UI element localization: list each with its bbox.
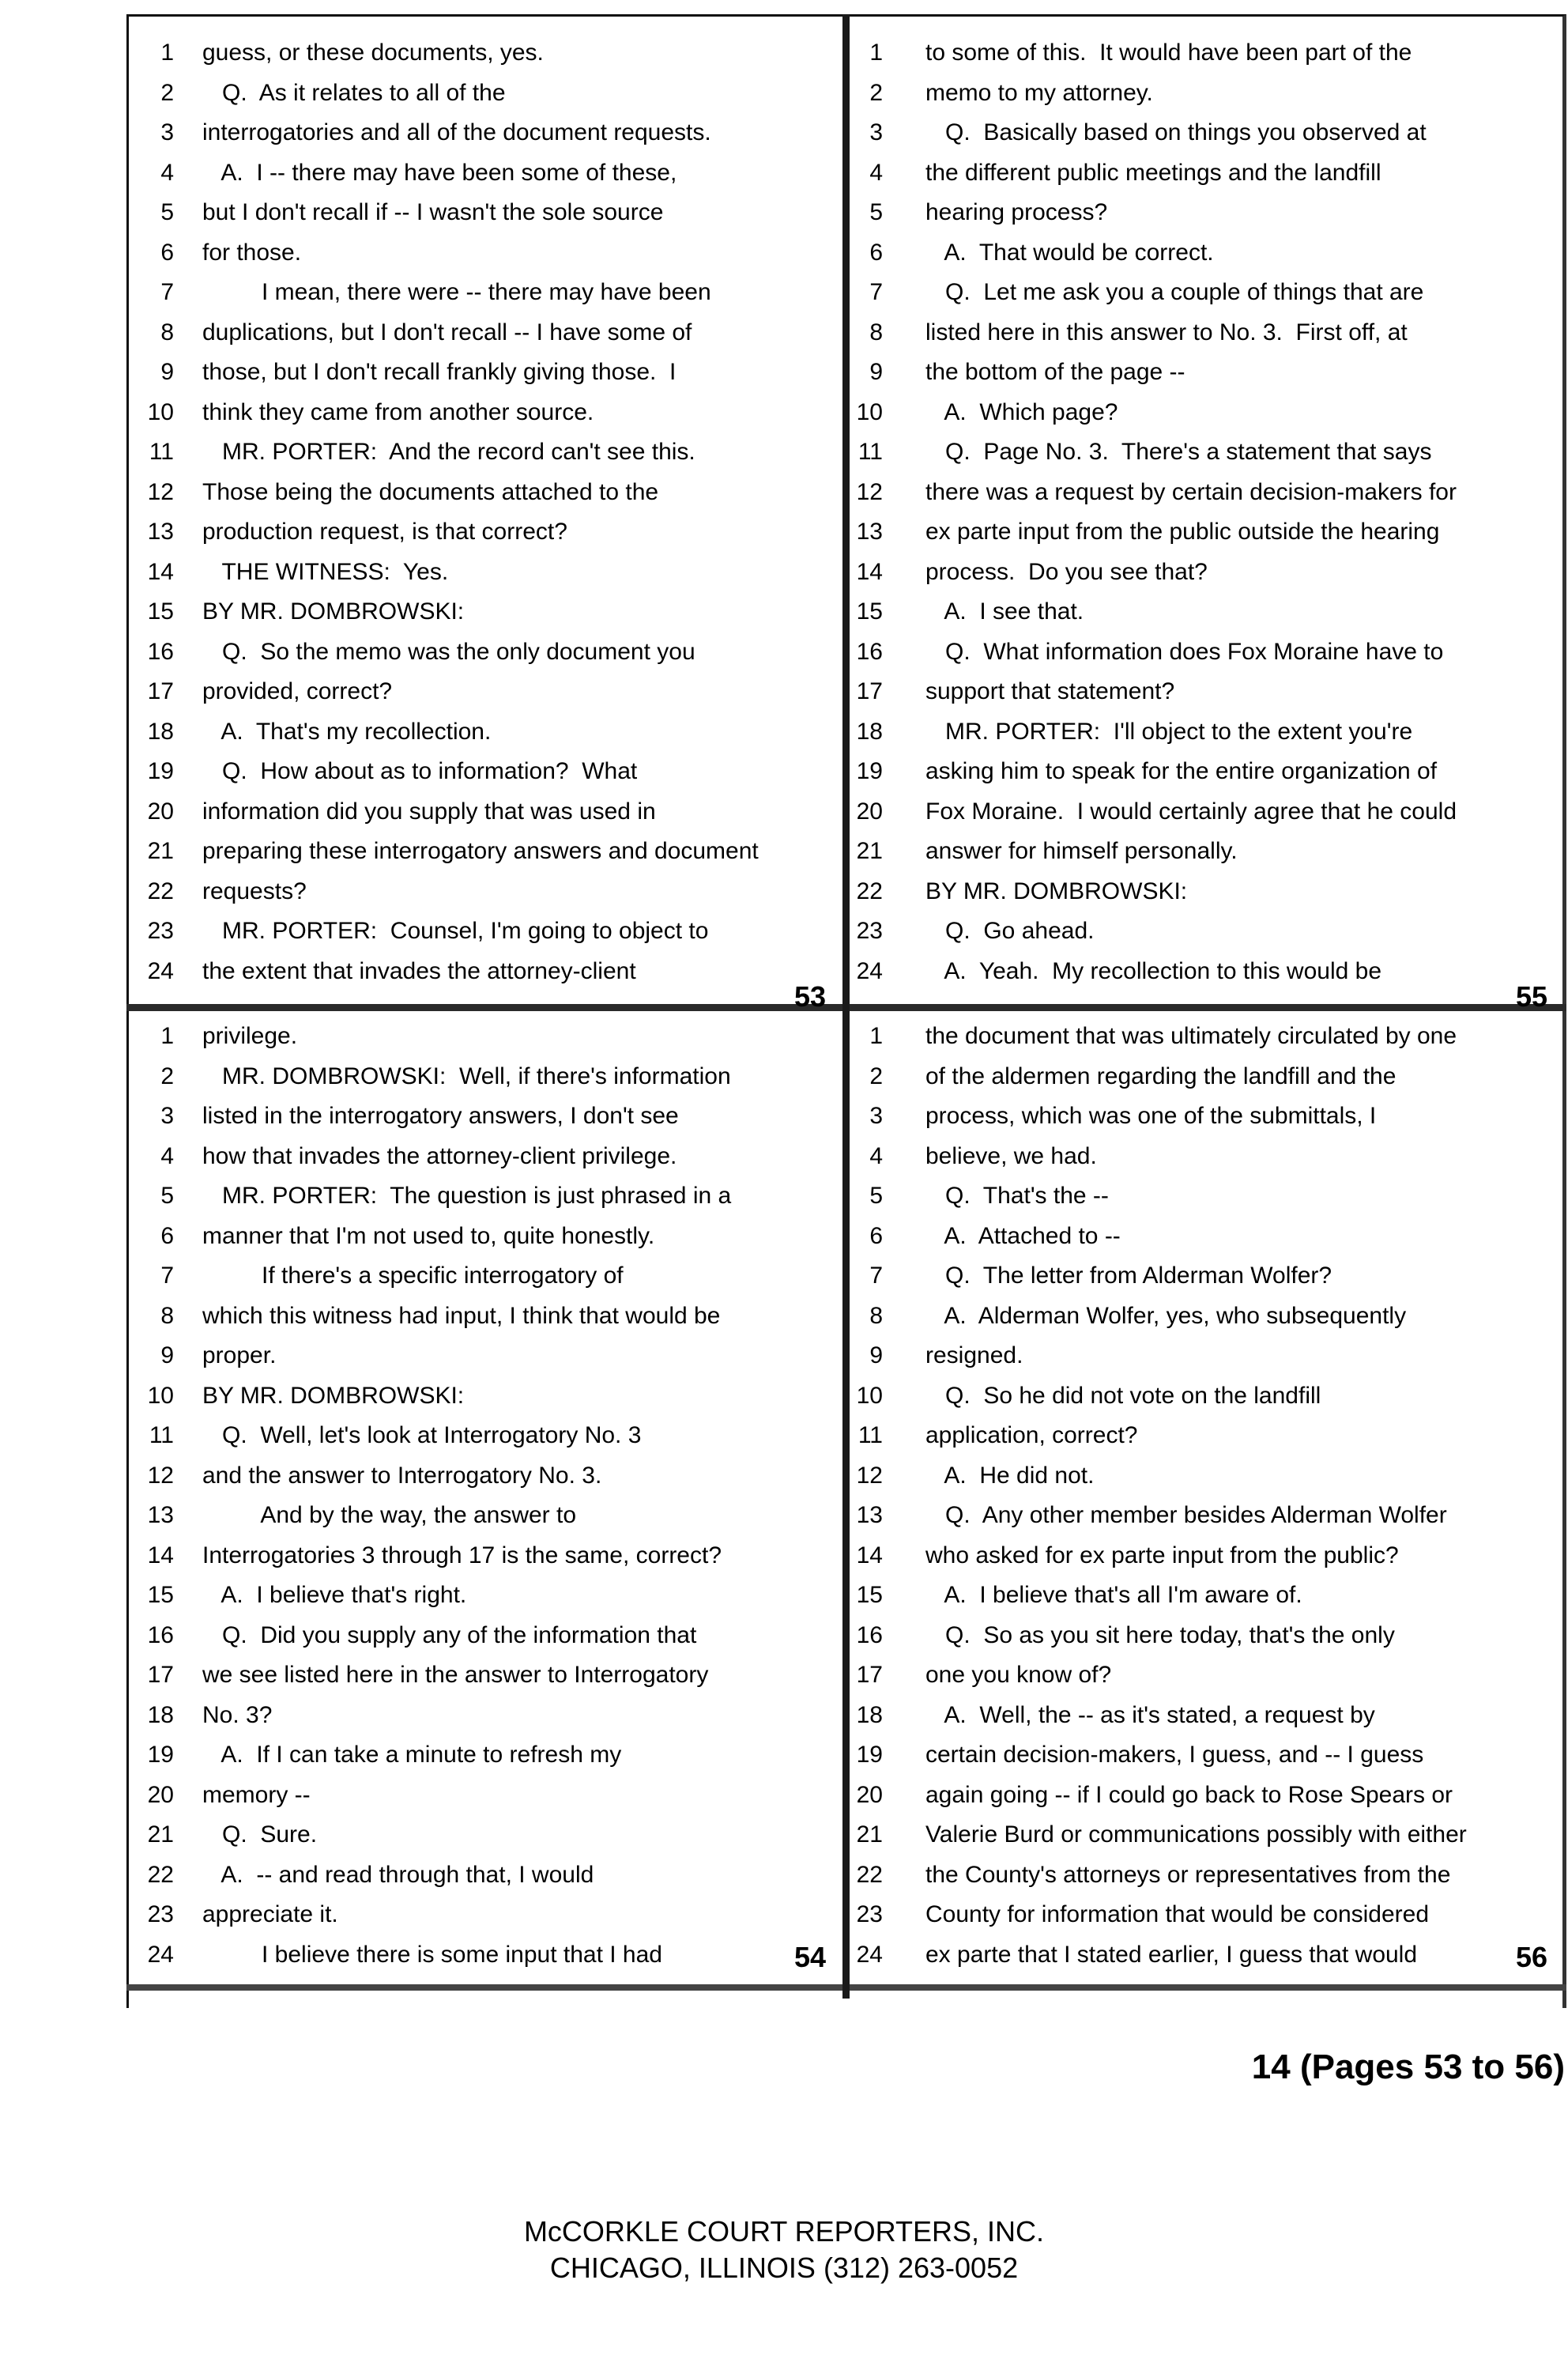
pages-range-label: 14 (Pages 53 to 56) xyxy=(1251,2048,1565,2086)
line-text: the County's attorneys or representatives from the xyxy=(925,1861,1451,1888)
line-number: 6 xyxy=(160,239,174,266)
line-text: answer for himself personally. xyxy=(925,838,1238,864)
line-text: listed here in this answer to No. 3. First off, at xyxy=(925,319,1408,345)
line-number: 3 xyxy=(869,119,883,145)
line-number: 14 xyxy=(147,1542,174,1568)
line-number: 16 xyxy=(856,1621,883,1648)
line-number: 2 xyxy=(869,1063,883,1089)
transcript-line xyxy=(850,471,1565,514)
line-number: 1 xyxy=(869,40,883,66)
line-text: believe, we had. xyxy=(925,1142,1097,1169)
transcript-line xyxy=(126,1175,842,1217)
transcript-line xyxy=(850,1774,1565,1817)
transcript-line xyxy=(126,591,842,633)
line-text: proper. xyxy=(202,1342,277,1368)
line-number: 12 xyxy=(856,1462,883,1489)
line-text: Q. Page No. 3. There's a statement that says xyxy=(925,439,1432,465)
line-number: 9 xyxy=(160,359,174,385)
transcript-line xyxy=(850,391,1565,434)
transcript-line xyxy=(126,791,842,833)
transcript-line xyxy=(850,1135,1565,1178)
line-text: A. Well, the -- as it's stated, a request by xyxy=(925,1701,1375,1728)
line-text: Q. Well, let's look at Interrogatory No. 3 xyxy=(202,1422,642,1448)
transcript-line xyxy=(126,750,842,793)
line-number: 5 xyxy=(160,1183,174,1209)
line-text: A. He did not. xyxy=(925,1462,1095,1489)
line-text: think they came from another source. xyxy=(202,398,594,425)
transcript-line xyxy=(126,471,842,514)
line-number: 20 xyxy=(856,1781,883,1808)
line-text: memory -- xyxy=(202,1781,311,1808)
line-text: Q. That's the -- xyxy=(925,1183,1109,1209)
line-number: 21 xyxy=(147,838,174,864)
line-text: MR. DOMBROWSKI: Well, if there's information xyxy=(202,1063,731,1089)
line-number: 23 xyxy=(147,918,174,944)
transcript-line xyxy=(126,870,842,913)
line-text: production request, is that correct? xyxy=(202,519,567,545)
line-text: Q. Let me ask you a couple of things that are xyxy=(925,279,1424,305)
transcript-line xyxy=(126,72,842,115)
line-text: preparing these interrogatory answers and document xyxy=(202,838,759,864)
line-text: Q. Did you supply any of the information that xyxy=(202,1621,697,1648)
line-text: there was a request by certain decision-makers for xyxy=(925,478,1457,505)
firm-location: CHICAGO, ILLINOIS (312) 263-0052 xyxy=(549,2252,1019,2284)
line-number: 8 xyxy=(869,1302,883,1329)
line-number: 1 xyxy=(160,1023,174,1049)
line-number: 14 xyxy=(147,558,174,585)
line-text: Q. So he did not vote on the landfill xyxy=(925,1382,1321,1409)
line-number: 8 xyxy=(160,319,174,345)
line-number: 4 xyxy=(160,159,174,186)
transcript-line xyxy=(126,711,842,753)
line-number: 10 xyxy=(147,1382,174,1409)
line-number: 24 xyxy=(147,957,174,984)
transcript-line xyxy=(126,232,842,274)
line-number: 21 xyxy=(856,838,883,864)
line-text: Q. Sure. xyxy=(202,1821,318,1848)
transcript-line xyxy=(126,1215,842,1258)
line-text: appreciate it. xyxy=(202,1901,338,1927)
line-text: Interrogatories 3 through 17 is the same, correct? xyxy=(202,1542,722,1568)
transcript-line xyxy=(850,1015,1565,1058)
line-text: I believe there is some input that I had xyxy=(202,1941,662,1968)
line-number: 20 xyxy=(856,798,883,825)
transcript-line xyxy=(126,1934,842,1976)
line-text: A. If I can take a minute to refresh my xyxy=(202,1742,622,1768)
line-number: 4 xyxy=(869,159,883,186)
line-number: 11 xyxy=(858,1422,883,1448)
line-text: And by the way, the answer to xyxy=(202,1502,577,1528)
line-text: Valerie Burd or communications possibly with either xyxy=(925,1821,1467,1848)
line-number: 7 xyxy=(160,1263,174,1289)
line-number: 3 xyxy=(869,1103,883,1129)
line-text: Those being the documents attached to the xyxy=(202,478,659,505)
transcript-line xyxy=(850,1614,1565,1657)
transcript-line xyxy=(126,1734,842,1776)
line-text: of the aldermen regarding the landfill and the xyxy=(925,1063,1396,1089)
line-text: asking him to speak for the entire organization of xyxy=(925,758,1438,784)
line-text: process, which was one of the submittals, I xyxy=(925,1103,1377,1129)
line-number: 23 xyxy=(856,918,883,944)
line-text: how that invades the attorney-client privilege. xyxy=(202,1142,677,1169)
transcript-line xyxy=(850,191,1565,234)
transcript-line xyxy=(850,631,1565,674)
line-number: 12 xyxy=(147,478,174,505)
line-text: A. That would be correct. xyxy=(925,239,1214,266)
line-text: THE WITNESS: Yes. xyxy=(202,558,449,585)
line-text: duplications, but I don't recall -- I have some of xyxy=(202,319,692,345)
line-number: 15 xyxy=(147,1582,174,1608)
line-number: 18 xyxy=(856,718,883,745)
transcript-line xyxy=(850,1175,1565,1217)
line-number: 9 xyxy=(160,1342,174,1368)
line-text: the extent that invades the attorney-client xyxy=(202,957,636,984)
line-number: 17 xyxy=(147,678,174,704)
line-number: 18 xyxy=(147,1701,174,1728)
transcript-line xyxy=(850,431,1565,474)
transcript-line xyxy=(126,830,842,873)
line-number: 5 xyxy=(160,199,174,225)
line-number: 2 xyxy=(160,1063,174,1089)
line-text: the different public meetings and the landfill xyxy=(925,159,1381,186)
line-text: A. I believe that's right. xyxy=(202,1582,467,1608)
transcript-line xyxy=(126,910,842,953)
line-number: 22 xyxy=(147,1861,174,1888)
line-text: listed in the interrogatory answers, I don't see xyxy=(202,1103,679,1129)
line-text: who asked for ex parte input from the public? xyxy=(925,1542,1399,1568)
transcript-line xyxy=(126,1375,842,1417)
line-number: 10 xyxy=(856,1382,883,1409)
line-number: 4 xyxy=(160,1142,174,1169)
line-text: If there's a specific interrogatory of xyxy=(202,1263,624,1289)
transcript-line xyxy=(126,1694,842,1737)
line-number: 11 xyxy=(149,439,174,465)
line-number: 21 xyxy=(147,1821,174,1848)
transcript-line xyxy=(126,1455,842,1497)
transcript-line xyxy=(126,431,842,474)
firm-name: McCORKLE COURT REPORTERS, INC. xyxy=(523,2215,1045,2248)
line-text: the bottom of the page -- xyxy=(925,359,1185,385)
line-text: Q. The letter from Alderman Wolfer? xyxy=(925,1263,1332,1289)
transcript-line xyxy=(126,1654,842,1697)
line-number: 17 xyxy=(856,678,883,704)
line-text: Q. What information does Fox Moraine have to xyxy=(925,638,1444,665)
line-number: 23 xyxy=(147,1901,174,1927)
line-number: 10 xyxy=(856,398,883,425)
line-number: 17 xyxy=(147,1662,174,1688)
line-text: Q. Go ahead. xyxy=(925,918,1095,944)
line-text: County for information that would be considered xyxy=(925,1901,1430,1927)
transcript-line xyxy=(850,1375,1565,1417)
line-number: 6 xyxy=(869,239,883,266)
line-number: 19 xyxy=(856,758,883,784)
transcript-line xyxy=(850,1534,1565,1577)
line-number: 3 xyxy=(160,119,174,145)
line-number: 17 xyxy=(856,1662,883,1688)
transcript-line xyxy=(126,1574,842,1617)
line-text: requests? xyxy=(202,878,307,904)
transcript-line xyxy=(850,1494,1565,1537)
transcript-line xyxy=(850,1334,1565,1377)
line-text: A. I see that. xyxy=(925,598,1084,625)
line-number: 13 xyxy=(147,519,174,545)
transcript-line xyxy=(126,1814,842,1856)
line-text: MR. PORTER: Counsel, I'm going to object to xyxy=(202,918,709,944)
transcript-line xyxy=(126,271,842,314)
transcript-line xyxy=(850,1255,1565,1297)
transcript-line xyxy=(850,1893,1565,1936)
line-number: 3 xyxy=(160,1103,174,1129)
line-text: process. Do you see that? xyxy=(925,558,1208,585)
transcript-line xyxy=(126,152,842,194)
line-text: guess, or these documents, yes. xyxy=(202,40,544,66)
line-text: provided, correct? xyxy=(202,678,393,704)
line-number: 20 xyxy=(147,798,174,825)
vertical-divider xyxy=(842,14,850,1999)
line-text: MR. PORTER: I'll object to the extent you're xyxy=(925,718,1413,745)
line-text: A. Which page? xyxy=(925,398,1118,425)
line-text: information did you supply that was used in xyxy=(202,798,656,825)
transcript-line xyxy=(850,711,1565,753)
transcript-line xyxy=(126,1614,842,1657)
transcript-line xyxy=(126,1334,842,1377)
line-number: 16 xyxy=(856,638,883,665)
transcript-line xyxy=(126,511,842,553)
line-text: I mean, there were -- there may have been xyxy=(202,279,711,305)
transcript-line xyxy=(850,1095,1565,1138)
line-text: A. I believe that's all I'm aware of. xyxy=(925,1582,1302,1608)
transcript-line xyxy=(126,1255,842,1297)
line-number: 8 xyxy=(160,1302,174,1329)
line-text: Q. How about as to information? What xyxy=(202,758,638,784)
transcript-line xyxy=(126,1854,842,1897)
line-text: for those. xyxy=(202,239,302,266)
page-number: 56 xyxy=(1516,1941,1548,1973)
transcript-line xyxy=(850,1295,1565,1338)
line-text: A. -- and read through that, I would xyxy=(202,1861,594,1888)
line-number: 13 xyxy=(856,519,883,545)
line-text: which this witness had input, I think that would be xyxy=(202,1302,721,1329)
transcript-line xyxy=(850,152,1565,194)
transcript-line xyxy=(850,950,1565,993)
transcript-line xyxy=(850,351,1565,394)
line-number: 9 xyxy=(869,359,883,385)
line-text: No. 3? xyxy=(202,1701,273,1728)
transcript-line xyxy=(126,311,842,354)
line-number: 5 xyxy=(869,199,883,225)
line-text: A. I -- there may have been some of these, xyxy=(202,159,677,186)
line-text: ex parte that I stated earlier, I guess that would xyxy=(925,1941,1418,1968)
line-number: 22 xyxy=(856,878,883,904)
transcript-line xyxy=(850,791,1565,833)
line-text: BY MR. DOMBROWSKI: xyxy=(202,598,465,625)
line-number: 24 xyxy=(856,957,883,984)
line-text: those, but I don't recall frankly giving those. I xyxy=(202,359,677,385)
transcript-line xyxy=(850,111,1565,154)
line-text: A. Alderman Wolfer, yes, who subsequently xyxy=(925,1302,1407,1329)
line-text: hearing process? xyxy=(925,199,1108,225)
line-number: 1 xyxy=(160,40,174,66)
line-text: again going -- if I could go back to Rose Spears or xyxy=(925,1781,1453,1808)
line-text: but I don't recall if -- I wasn't the sole source xyxy=(202,199,664,225)
transcript-line xyxy=(850,1854,1565,1897)
transcript-line xyxy=(126,111,842,154)
line-number: 7 xyxy=(869,1263,883,1289)
line-number: 19 xyxy=(147,1742,174,1768)
line-number: 15 xyxy=(147,598,174,625)
line-text: we see listed here in the answer to Interrogatory xyxy=(202,1662,709,1688)
line-text: MR. PORTER: And the record can't see this. xyxy=(202,439,695,465)
line-number: 1 xyxy=(869,1023,883,1049)
line-number: 15 xyxy=(856,598,883,625)
line-text: and the answer to Interrogatory No. 3. xyxy=(202,1462,602,1489)
line-text: to some of this. It would have been part of the xyxy=(925,40,1412,66)
line-number: 6 xyxy=(869,1222,883,1249)
transcript-line xyxy=(126,1534,842,1577)
line-text: A. Attached to -- xyxy=(925,1222,1121,1249)
transcript-line xyxy=(126,191,842,234)
transcript-line xyxy=(126,1494,842,1537)
transcript-line xyxy=(850,1654,1565,1697)
line-number: 21 xyxy=(856,1821,883,1848)
transcript-line xyxy=(850,551,1565,594)
page-number: 54 xyxy=(794,1941,827,1973)
line-number: 6 xyxy=(160,1222,174,1249)
line-number: 15 xyxy=(856,1582,883,1608)
line-text: resigned. xyxy=(925,1342,1023,1368)
transcript-line xyxy=(126,551,842,594)
transcript-line xyxy=(126,950,842,993)
transcript-line xyxy=(126,391,842,434)
line-text: Q. As it relates to all of the xyxy=(202,79,506,106)
transcript-line xyxy=(126,1015,842,1058)
line-text: ex parte input from the public outside the hearing xyxy=(925,519,1440,545)
transcript-line xyxy=(850,591,1565,633)
line-number: 16 xyxy=(147,638,174,665)
page-number: 53 xyxy=(794,980,827,1013)
line-number: 2 xyxy=(160,79,174,106)
line-text: application, correct? xyxy=(925,1422,1138,1448)
transcript-line xyxy=(126,351,842,394)
line-number: 16 xyxy=(147,1621,174,1648)
transcript-line xyxy=(850,232,1565,274)
page-number: 55 xyxy=(1516,980,1548,1013)
line-number: 11 xyxy=(858,439,883,465)
line-number: 12 xyxy=(856,478,883,505)
line-text: certain decision-makers, I guess, and -- I guess xyxy=(925,1742,1424,1768)
transcript-line xyxy=(850,1934,1565,1976)
transcript-line xyxy=(850,511,1565,553)
line-number: 2 xyxy=(869,79,883,106)
transcript-line xyxy=(126,1295,842,1338)
line-text: Q. Basically based on things you observed at xyxy=(925,119,1427,145)
transcript-line xyxy=(850,870,1565,913)
transcript-line xyxy=(850,1734,1565,1776)
transcript-line xyxy=(850,72,1565,115)
line-text: Fox Moraine. I would certainly agree that he could xyxy=(925,798,1457,825)
transcript-line xyxy=(126,1055,842,1098)
transcript-line xyxy=(126,1774,842,1817)
line-text: the document that was ultimately circulated by one xyxy=(925,1023,1457,1049)
transcript-line xyxy=(850,32,1565,74)
line-text: Q. So the memo was the only document you xyxy=(202,638,695,665)
line-number: 24 xyxy=(147,1941,174,1968)
line-text: BY MR. DOMBROWSKI: xyxy=(202,1382,465,1409)
transcript-line xyxy=(126,1414,842,1457)
transcript-line xyxy=(850,830,1565,873)
line-number: 14 xyxy=(856,558,883,585)
line-number: 7 xyxy=(160,279,174,305)
line-number: 8 xyxy=(869,319,883,345)
line-number: 9 xyxy=(869,1342,883,1368)
transcript-line xyxy=(850,1814,1565,1856)
line-number: 13 xyxy=(856,1502,883,1528)
line-number: 10 xyxy=(147,398,174,425)
line-number: 5 xyxy=(869,1183,883,1209)
line-text: interrogatories and all of the document requests. xyxy=(202,119,711,145)
line-number: 12 xyxy=(147,1462,174,1489)
transcript-line xyxy=(126,670,842,713)
line-text: A. Yeah. My recollection to this would be xyxy=(925,957,1382,984)
transcript-line xyxy=(850,1215,1565,1258)
line-text: manner that I'm not used to, quite honestly. xyxy=(202,1222,655,1249)
line-text: one you know of? xyxy=(925,1662,1112,1688)
line-number: 18 xyxy=(856,1701,883,1728)
line-number: 20 xyxy=(147,1781,174,1808)
transcript-line xyxy=(126,631,842,674)
line-text: privilege. xyxy=(202,1023,298,1049)
transcript-line xyxy=(126,1893,842,1936)
transcript-line xyxy=(126,32,842,74)
transcript-line xyxy=(850,1574,1565,1617)
transcript-line xyxy=(850,670,1565,713)
line-text: MR. PORTER: The question is just phrased in a xyxy=(202,1183,732,1209)
line-number: 23 xyxy=(856,1901,883,1927)
line-number: 22 xyxy=(147,878,174,904)
line-text: Q. So as you sit here today, that's the only xyxy=(925,1621,1395,1648)
transcript-line xyxy=(850,1055,1565,1098)
transcript-line xyxy=(850,1414,1565,1457)
line-number: 11 xyxy=(149,1422,174,1448)
transcript-line xyxy=(126,1095,842,1138)
line-text: Q. Any other member besides Alderman Wolfer xyxy=(925,1502,1447,1528)
line-number: 7 xyxy=(869,279,883,305)
line-text: A. That's my recollection. xyxy=(202,718,492,745)
line-number: 18 xyxy=(147,718,174,745)
line-text: BY MR. DOMBROWSKI: xyxy=(925,878,1188,904)
line-text: support that statement? xyxy=(925,678,1175,704)
line-number: 19 xyxy=(147,758,174,784)
transcript-line xyxy=(126,1135,842,1178)
line-number: 24 xyxy=(856,1941,883,1968)
transcript-line xyxy=(850,311,1565,354)
transcript-line xyxy=(850,1455,1565,1497)
line-number: 22 xyxy=(856,1861,883,1888)
line-number: 19 xyxy=(856,1742,883,1768)
transcript-line xyxy=(850,1694,1565,1737)
line-number: 4 xyxy=(869,1142,883,1169)
line-number: 14 xyxy=(856,1542,883,1568)
transcript-line xyxy=(850,910,1565,953)
transcript-line xyxy=(850,271,1565,314)
line-text: memo to my attorney. xyxy=(925,79,1153,106)
line-number: 13 xyxy=(147,1502,174,1528)
transcript-line xyxy=(850,750,1565,793)
